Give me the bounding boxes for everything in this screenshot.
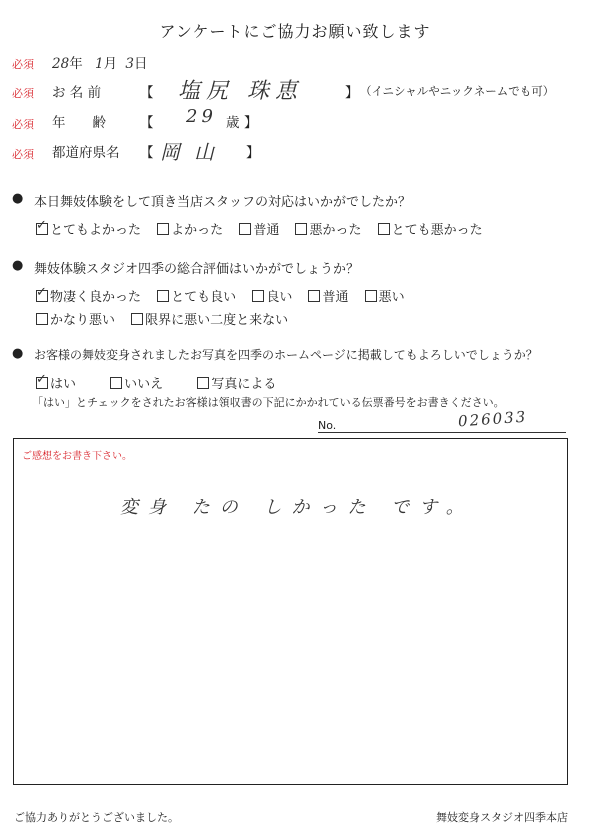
age-bracket-open: 【	[140, 115, 154, 131]
checkbox-icon[interactable]	[110, 377, 122, 389]
q1-option[interactable]: よかった	[157, 223, 223, 238]
checkbox-icon[interactable]	[131, 313, 143, 325]
checkbox-checked-icon[interactable]: ✓	[36, 218, 47, 233]
date-month-value: 1	[94, 56, 104, 72]
required-badge-age: 必須	[12, 118, 34, 131]
slip-number-value[interactable]: 026033	[457, 407, 528, 431]
date-year-unit: 年	[69, 56, 83, 72]
q2-option[interactable]: かなり悪い	[36, 313, 115, 328]
required-badge-name: 必須	[12, 87, 34, 100]
q3-option[interactable]: 写真による	[197, 377, 276, 392]
age-unit: 歳	[226, 115, 240, 131]
date-month-unit: 月	[103, 56, 118, 72]
age-bracket-close: 】	[244, 115, 258, 131]
q2-option[interactable]: 普通	[308, 290, 348, 305]
checkbox-icon[interactable]	[36, 313, 48, 325]
q2-option[interactable]: 良い	[252, 290, 292, 305]
footer-thanks: ご協力ありがとうございました。	[14, 811, 179, 824]
date-field	[52, 52, 147, 72]
slip-number-underline	[318, 432, 566, 433]
name-note: （イニシャルやニックネームでも可）	[360, 84, 555, 98]
q1-option[interactable]: 普通	[239, 223, 279, 238]
date-day-value: 3	[125, 56, 134, 72]
bullet-icon: ●	[12, 258, 24, 273]
prefecture-bracket-close: 】	[246, 145, 260, 161]
prefecture-value: 岡山	[160, 140, 228, 164]
checkbox-icon[interactable]	[157, 223, 169, 235]
slip-number-label: No.	[318, 419, 337, 432]
q1-option[interactable]: とても悪かった	[378, 223, 483, 238]
comment-box[interactable]	[13, 438, 568, 785]
checkbox-icon[interactable]	[157, 290, 169, 302]
name-label: お 名 前	[52, 85, 102, 101]
q2-option[interactable]: 悪い	[365, 290, 405, 305]
comment-text: 変身 たの しかった です。	[120, 497, 474, 518]
q1-option[interactable]: 悪かった	[295, 223, 361, 238]
bullet-icon: ●	[12, 191, 24, 206]
q1-options	[36, 219, 483, 238]
footer-shop-name: 舞妓変身スタジオ四季本店	[436, 811, 568, 824]
name-bracket-close: 】	[345, 85, 359, 101]
prefecture-label: 都道府県名	[52, 145, 120, 161]
name-value: 塩尻 珠恵	[178, 79, 303, 104]
checkbox-icon[interactable]	[252, 290, 264, 302]
checkbox-checked-icon[interactable]: ✓	[36, 372, 47, 387]
date-year-value: 28	[52, 56, 70, 72]
date-day-unit: 日	[133, 56, 148, 72]
comment-box-label: ご感想をお書き下さい。	[22, 451, 132, 462]
q1-option[interactable]: ✓ とてもよかった	[36, 218, 142, 238]
q2-option[interactable]: 限界に悪い二度と来ない	[131, 313, 288, 328]
age-value: 29	[186, 106, 217, 127]
q3-option[interactable]: ✓ はい	[36, 372, 77, 392]
checkbox-icon[interactable]	[378, 223, 390, 235]
checkbox-icon[interactable]	[365, 290, 377, 302]
bullet-icon: ●	[12, 346, 24, 361]
q3-text: お客様の舞妓変身されましたお写真を四季のホームページに掲載してもよろしいでしょうか？	[34, 348, 538, 362]
q2-option[interactable]: とても良い	[157, 290, 236, 305]
checkbox-icon[interactable]	[197, 377, 209, 389]
q2-text: 舞妓体験スタジオ四季の総合評価はいかがでしょうか？	[34, 262, 360, 277]
checkbox-icon[interactable]	[295, 223, 307, 235]
q2-option[interactable]: ✓ 物凄く良かった	[36, 285, 142, 305]
page-title: アンケートにご協力お願い致します	[159, 22, 431, 41]
checkbox-checked-icon[interactable]: ✓	[36, 285, 47, 300]
prefecture-bracket-open: 【	[140, 145, 154, 161]
name-bracket-open: 【	[140, 85, 154, 101]
q2-options-row2	[36, 309, 288, 328]
q3-option[interactable]: いいえ	[110, 377, 163, 392]
required-badge-date: 必須	[12, 58, 34, 71]
required-badge-prefecture: 必須	[12, 148, 34, 161]
q3-note: 「はい」とチェックをされたお客様は領収書の下記にかかれている伝票番号をお書きください。	[32, 396, 505, 409]
checkbox-icon[interactable]	[308, 290, 320, 302]
checkbox-icon[interactable]	[239, 223, 251, 235]
q2-options-row1	[36, 286, 405, 305]
q3-options	[36, 373, 276, 392]
q1-text: 本日舞妓体験をして頂き当店スタッフの対応はいかがでしたか？	[34, 195, 412, 210]
age-label: 年 齢	[52, 115, 106, 131]
